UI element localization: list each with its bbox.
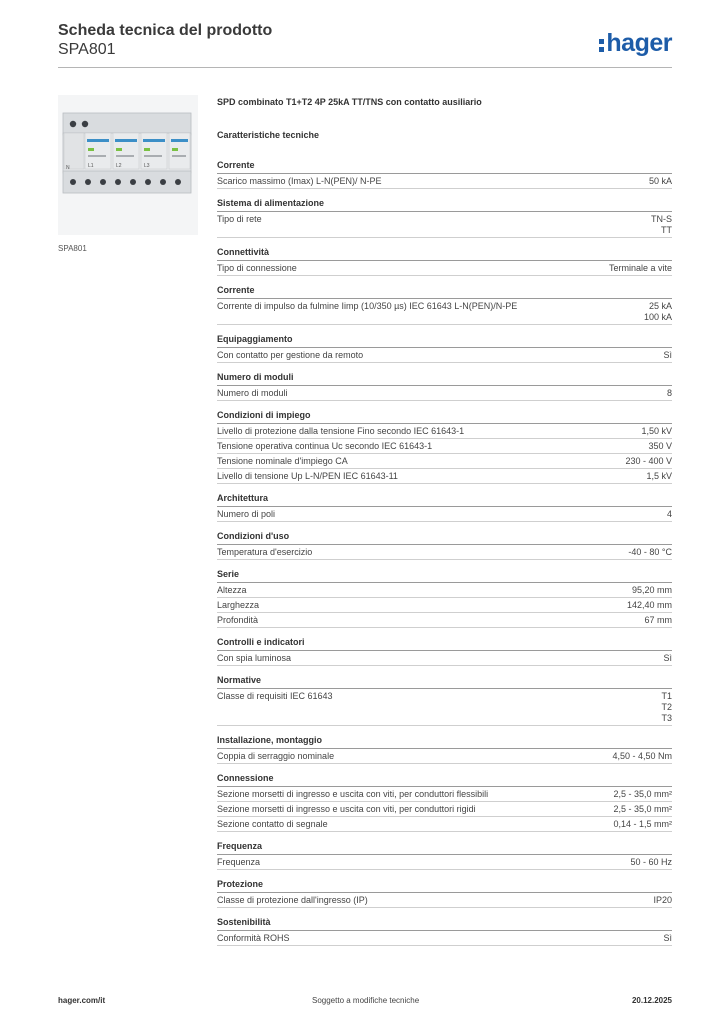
spec-value-line: IP20 [653, 895, 672, 905]
spec-row [217, 261, 672, 276]
spec-label: Livello di tensione Up L-N/PEN IEC 61643-11 [217, 471, 398, 481]
spec-value [613, 819, 672, 830]
spec-value [648, 441, 672, 452]
spec-row [217, 598, 672, 613]
spec-section [217, 198, 672, 238]
spec-value [646, 471, 672, 482]
document-title: Scheda tecnica del prodotto [58, 22, 273, 39]
spec-value-line: T2 [661, 702, 672, 712]
spec-label: Scarico massimo (Imax) L-N(PEN)/ N-PE [217, 176, 382, 186]
product-description: SPD combinato T1+T2 4P 25kA TT/TNS con contatto ausiliario [217, 97, 482, 107]
spec-label: Corrente di impulso da fulmine Iimp (10/350 µs) IEC 61643 L-N(PEN)/N-PE [217, 301, 518, 311]
module-label: L2 [116, 163, 122, 169]
spec-value [663, 653, 672, 664]
spec-row [217, 469, 672, 484]
spec-section [217, 637, 672, 666]
section-title: Corrente [217, 285, 672, 299]
spec-value [613, 804, 672, 815]
spec-section [217, 569, 672, 628]
spec-value [653, 895, 672, 906]
spec-label: Altezza [217, 585, 247, 595]
spec-value [609, 263, 672, 274]
surge-protector-illustration [58, 95, 198, 235]
spec-value [625, 456, 672, 467]
section-title: Architettura [217, 493, 672, 507]
spec-label: Classe di requisiti IEC 61643 [217, 691, 333, 701]
spec-value [663, 933, 672, 944]
spec-value-line: 100 kA [643, 312, 672, 322]
spec-value-line: 1,5 kV [646, 471, 672, 481]
spec-label: Coppia di serraggio nominale [217, 751, 335, 761]
section-title: Connettività [217, 247, 672, 261]
spec-row [217, 787, 672, 802]
spec-section [217, 675, 672, 726]
spec-value-line: 2,5 - 35,0 mm² [613, 804, 672, 814]
spec-row [217, 545, 672, 560]
spec-label: Tensione operativa continua Uc secondo IEC 61643-1 [217, 441, 433, 451]
spec-row [217, 299, 672, 325]
section-title: Sostenibilità [217, 917, 672, 931]
logo-dots-icon [599, 39, 604, 52]
section-title: Installazione, montaggio [217, 735, 672, 749]
spec-row [217, 212, 672, 238]
spec-sections [217, 160, 672, 946]
spec-row [217, 174, 672, 189]
spec-row [217, 893, 672, 908]
spec-value-line: Terminale a vite [608, 263, 672, 273]
spec-value-line: -40 - 80 °C [628, 547, 672, 557]
spec-label: Numero di moduli [217, 388, 288, 398]
section-title: Condizioni d'uso [217, 531, 672, 545]
module-label: N [66, 165, 70, 171]
spec-label: Sezione morsetti di ingresso e uscita con viti, per conduttori rigidi [217, 804, 476, 814]
spec-label: Conformità ROHS [217, 933, 290, 943]
section-title: Frequenza [217, 841, 672, 855]
spec-row [217, 386, 672, 401]
spec-section [217, 531, 672, 560]
spec-section [217, 372, 672, 401]
spec-value-line: T1 [661, 691, 672, 701]
spec-value [651, 214, 672, 236]
spec-value-line: 350 V [648, 441, 672, 451]
spec-value-line: 4,50 - 4,50 Nm [612, 751, 672, 761]
section-title: Controlli e indicatori [217, 637, 672, 651]
spec-section [217, 773, 672, 832]
spec-value [632, 585, 672, 596]
spec-value-line: 1,50 kV [641, 426, 672, 436]
spec-value-line: 95,20 mm [631, 585, 672, 595]
spec-row [217, 583, 672, 598]
spec-value [630, 857, 672, 868]
section-title: Numero di moduli [217, 372, 672, 386]
spec-label: Tipo di rete [217, 214, 262, 224]
spec-value-line: 50 kA [648, 176, 672, 186]
spec-row [217, 689, 672, 726]
footer-website: hager.com/it [58, 996, 106, 1005]
spec-label: Frequenza [217, 857, 261, 867]
spec-label: Numero di poli [217, 509, 276, 519]
spec-value-line: 8 [666, 388, 672, 398]
spec-value-line: 50 - 60 Hz [630, 857, 672, 867]
spec-value-line: Sì [663, 933, 672, 943]
spec-section [217, 879, 672, 908]
spec-value-line: Sì [663, 653, 672, 663]
spec-value [613, 789, 672, 800]
page-header [58, 22, 672, 68]
spec-value-line: 230 - 400 V [625, 456, 672, 466]
spec-section [217, 247, 672, 276]
spec-section [217, 334, 672, 363]
spec-label: Sezione contatto di segnale [217, 819, 328, 829]
spec-row [217, 613, 672, 628]
spec-value-line: TN-S [651, 214, 672, 224]
spec-row [217, 439, 672, 454]
spec-row [217, 855, 672, 870]
module-label: L3 [144, 163, 150, 169]
spec-section [217, 493, 672, 522]
spec-value-line: T3 [661, 713, 672, 723]
logo-text: hager [606, 29, 672, 57]
spec-value-line: 25 kA [648, 301, 672, 311]
product-image-caption: SPA801 [58, 244, 87, 253]
footer-note: Soggetto a modifiche tecniche [312, 996, 420, 1005]
module-label: L1 [88, 163, 94, 169]
section-title: Equipaggiamento [217, 334, 672, 348]
spec-value [627, 600, 672, 611]
spec-value [661, 691, 672, 724]
spec-label: Con spia luminosa [217, 653, 292, 663]
spec-row [217, 424, 672, 439]
section-title: Condizioni di impiego [217, 410, 672, 424]
spec-value-line: Sì [663, 350, 672, 360]
spec-row [217, 348, 672, 363]
section-title: Protezione [217, 879, 672, 893]
spec-value-line: 2,5 - 35,0 mm² [613, 789, 672, 799]
spec-section [217, 735, 672, 764]
spec-value [641, 426, 672, 437]
spec-value-line: 4 [666, 509, 672, 519]
spec-value [612, 751, 672, 762]
spec-row [217, 817, 672, 832]
spec-value-line: 142,40 mm [626, 600, 672, 610]
section-title: Sistema di alimentazione [217, 198, 672, 212]
spec-section [217, 917, 672, 946]
spec-heading: Caratteristiche tecniche [217, 130, 320, 140]
spec-row [217, 802, 672, 817]
spec-value [667, 388, 672, 399]
spec-label: Temperatura d'esercizio [217, 547, 313, 557]
spec-label: Larghezza [217, 600, 260, 610]
spec-value [628, 547, 672, 558]
spec-row [217, 931, 672, 946]
section-title: Corrente [217, 160, 672, 174]
spec-value [644, 615, 672, 626]
spec-value-line: 0,14 - 1,5 mm² [613, 819, 672, 829]
header-divider [58, 67, 672, 68]
spec-row [217, 454, 672, 469]
product-code: SPA801 [58, 41, 116, 58]
spec-label: Tipo di connessione [217, 263, 297, 273]
spec-section [217, 285, 672, 325]
spec-label: Classe di protezione dall'ingresso (IP) [217, 895, 368, 905]
spec-label: Livello di protezione dalla tensione Fino secondo IEC 61643-1 [217, 426, 465, 436]
spec-value [663, 350, 672, 361]
spec-label: Con contatto per gestione da remoto [217, 350, 364, 360]
spec-value-line: 67 mm [644, 615, 672, 625]
spec-value [667, 509, 672, 520]
section-title: Normative [217, 675, 672, 689]
spec-content [217, 96, 672, 946]
spec-value-line: TT [661, 225, 672, 235]
spec-row [217, 651, 672, 666]
spec-section [217, 410, 672, 484]
spec-label: Sezione morsetti di ingresso e uscita con viti, per conduttori flessibili [217, 789, 489, 799]
spec-section [217, 841, 672, 870]
spec-label: Profondità [217, 615, 259, 625]
spec-value [644, 301, 672, 323]
page-footer [58, 996, 672, 1008]
section-title: Connessione [217, 773, 672, 787]
spec-value [649, 176, 672, 187]
section-title: Serie [217, 569, 672, 583]
product-image [58, 95, 198, 235]
spec-label: Tensione nominale d'impiego CA [217, 456, 348, 466]
spec-section [217, 160, 672, 189]
footer-date: 20.12.2025 [631, 996, 672, 1005]
spec-row [217, 749, 672, 764]
hager-logo [599, 28, 672, 58]
spec-row [217, 507, 672, 522]
